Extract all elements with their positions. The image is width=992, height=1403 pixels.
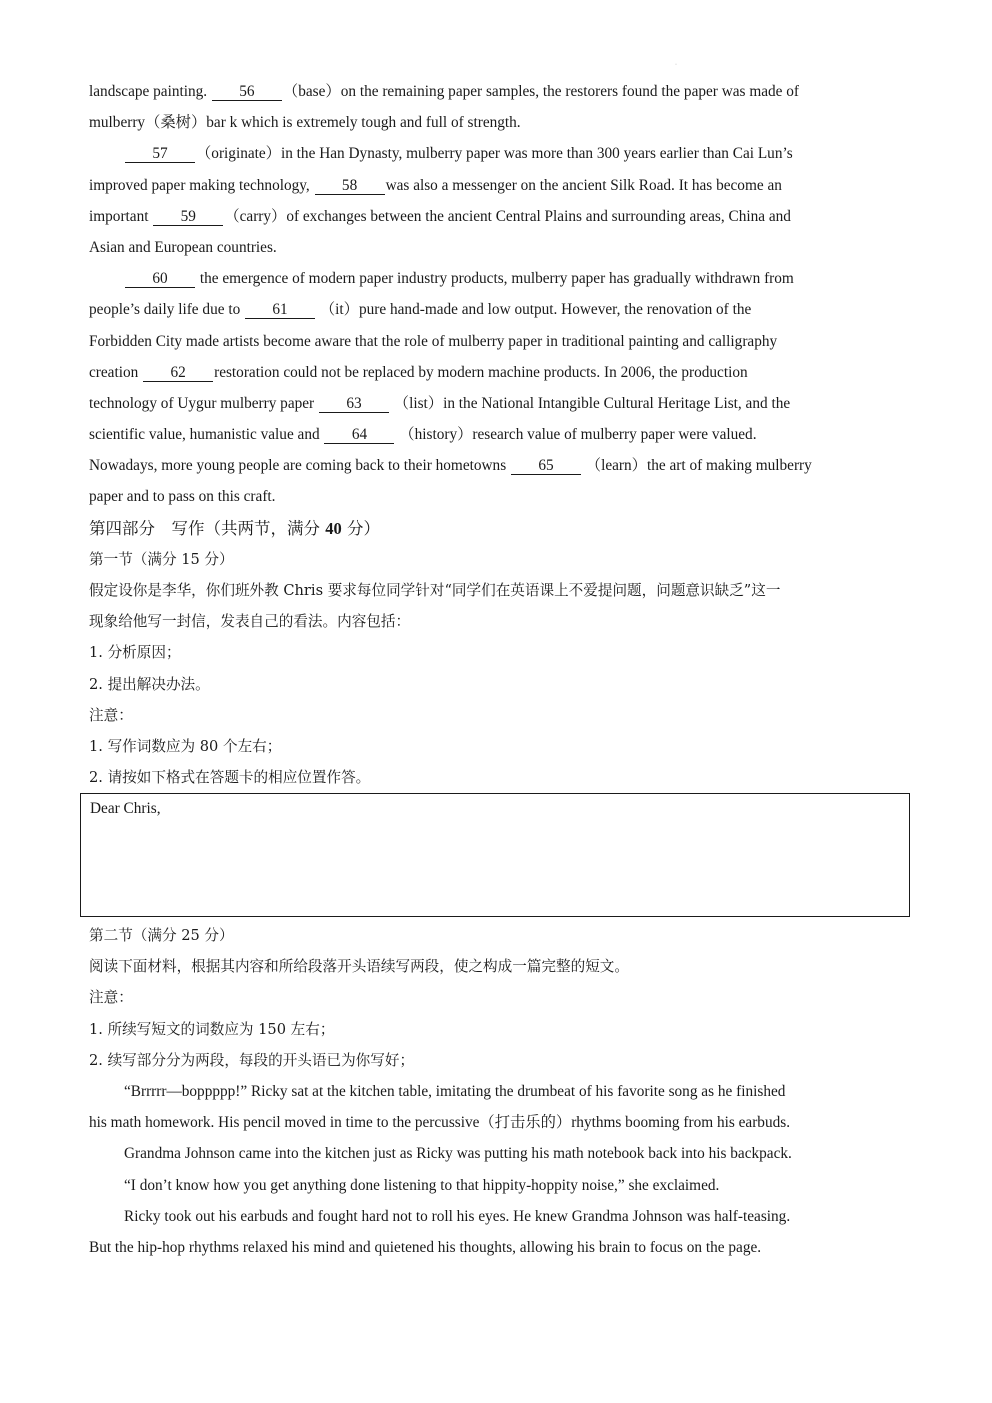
section1-note-label: 注意： — [89, 706, 133, 724]
section2-note-label: 注意： — [89, 989, 133, 1007]
letter-answer-box[interactable] — [80, 793, 910, 917]
part4-title — [89, 513, 911, 544]
blank-56[interactable]: 56 — [212, 83, 282, 101]
blank-61[interactable]: 61 — [245, 301, 315, 319]
passage-line-14: paper and to pass on this craft. — [89, 488, 276, 506]
section1-note-2: 2. 请按如下格式在答题卡的相应位置作答。 — [89, 769, 371, 787]
text: restoration could not be replaced by modern machine products. In 2006, the production — [214, 363, 748, 381]
text: （learn）the art of making mulberry — [581, 457, 812, 475]
story-line-5: Ricky took out his earbuds and fought hard not to roll his eyes. He knew Grandma Johnson was half-teasing. — [124, 1207, 791, 1225]
blank-62[interactable]: 62 — [143, 364, 213, 382]
section1-item-1: 1. 分析原因； — [89, 644, 181, 662]
story-line-3: Grandma Johnson came into the kitchen just as Ricky was putting his math notebook back into his backpack. — [124, 1145, 792, 1163]
scan-speck: · — [675, 62, 677, 68]
passage-line-2: mulberry（桑树）bar k which is extremely tough and full of strength. — [89, 114, 521, 132]
exam-page — [89, 76, 911, 793]
section1-item-2: 2. 提出解决办法。 — [89, 675, 210, 693]
text: （base）on the remaining paper samples, the restorers found the paper was made of — [282, 83, 800, 100]
passage-line-10 — [89, 357, 911, 388]
text: （it）pure hand-made and low output. However, the renovation of the — [316, 301, 752, 319]
blank-63[interactable]: 63 — [319, 395, 389, 413]
section1-note-1: 1. 写作词数应为 80 个左右； — [89, 737, 282, 755]
text: Nowadays, more young people are coming back to their hometowns — [89, 457, 510, 475]
text: creation — [89, 363, 143, 381]
blank-65[interactable]: 65 — [511, 457, 581, 475]
text: improved paper making technology, — [89, 176, 314, 194]
passage-line-4 — [89, 170, 911, 201]
section2-note-1: 1. 所续写短文的词数应为 150 左右； — [89, 1020, 335, 1038]
passage-line-6: Asian and European countries. — [89, 238, 277, 256]
story-line-2: his math homework. His pencil moved in time to the percussive（打击乐的）rhythms booming from his earbuds. — [89, 1114, 791, 1132]
passage-line-5 — [89, 201, 911, 232]
text: people’s daily life due to — [89, 301, 245, 319]
blank-58[interactable]: 58 — [315, 177, 385, 195]
story-line-1: “Brrrrr—boppppp!” Ricky sat at the kitchen table, imitating the drumbeat of his favorite song as he finished — [124, 1082, 786, 1100]
passage-line-7 — [89, 263, 911, 294]
text: the emergence of modern paper industry products, mulberry paper has gradually withdrawn from — [196, 270, 794, 288]
text: scientific value, humanistic value and — [89, 426, 324, 444]
text: was also a messenger on the ancient Silk Road. It has become an — [385, 176, 782, 194]
passage-line-8 — [89, 294, 911, 325]
text: （originate）in the Han Dynasty, mulberry paper was more than 300 years earlier than Cai Lun’s — [196, 145, 793, 163]
text: （carry）of exchanges between the ancient Central Plains and surrounding areas, China and — [224, 207, 791, 225]
section2-note-2: 2. 续写部分分为两段，每段的开头语已为你写好； — [89, 1051, 415, 1069]
blank-64[interactable]: 64 — [324, 426, 394, 444]
story-line-6: But the hip-hop rhythms relaxed his mind and quietened his thoughts, allowing his brain to focus on the page. — [89, 1238, 762, 1256]
score: 40 — [325, 518, 342, 538]
text: （list）in the National Intangible Cultural Heritage List, and the — [389, 394, 791, 412]
passage-line-12 — [89, 419, 911, 450]
story-line-4: “I don’t know how you get anything done listening to that hippity-hoppity noise,” she exclaimed. — [124, 1176, 720, 1194]
letter-salutation: Dear Chris, — [90, 800, 161, 817]
text: technology of Uygur mulberry paper — [89, 394, 318, 412]
section2 — [89, 920, 911, 1263]
text: important — [89, 207, 153, 225]
passage-line-13 — [89, 450, 911, 481]
section1-heading: 第一节（满分 15 分） — [89, 550, 234, 568]
section2-instruction: 阅读下面材料，根据其内容和所给段落开头语续写两段，使之构成一篇完整的短文。 — [89, 958, 629, 976]
passage-line-1 — [89, 76, 911, 107]
text: 第四部分 写作（共两节，满分 — [89, 518, 326, 538]
section2-heading: 第二节（满分 25 分） — [89, 927, 234, 944]
section1-prompt-2: 现象给他写一封信，发表自己的看法。内容包括： — [89, 613, 411, 631]
blank-57[interactable]: 57 — [125, 145, 195, 163]
passage-line-9: Forbidden City made artists become aware that the role of mulberry paper in traditional painting and calligraphy — [89, 332, 778, 350]
text: landscape painting. — [89, 83, 211, 100]
text: （history）research value of mulberry paper were valued. — [395, 426, 757, 444]
section1-prompt-1: 假定设你是李华，你们班外教 Chris 要求每位同学针对“同学们在英语课上不爱提问题，问题意识缺乏”这一 — [89, 582, 781, 599]
passage-line-11 — [89, 388, 911, 419]
blank-59[interactable]: 59 — [153, 208, 223, 226]
text: 分） — [341, 518, 380, 538]
passage-line-3 — [89, 138, 911, 169]
blank-60[interactable]: 60 — [125, 270, 195, 288]
